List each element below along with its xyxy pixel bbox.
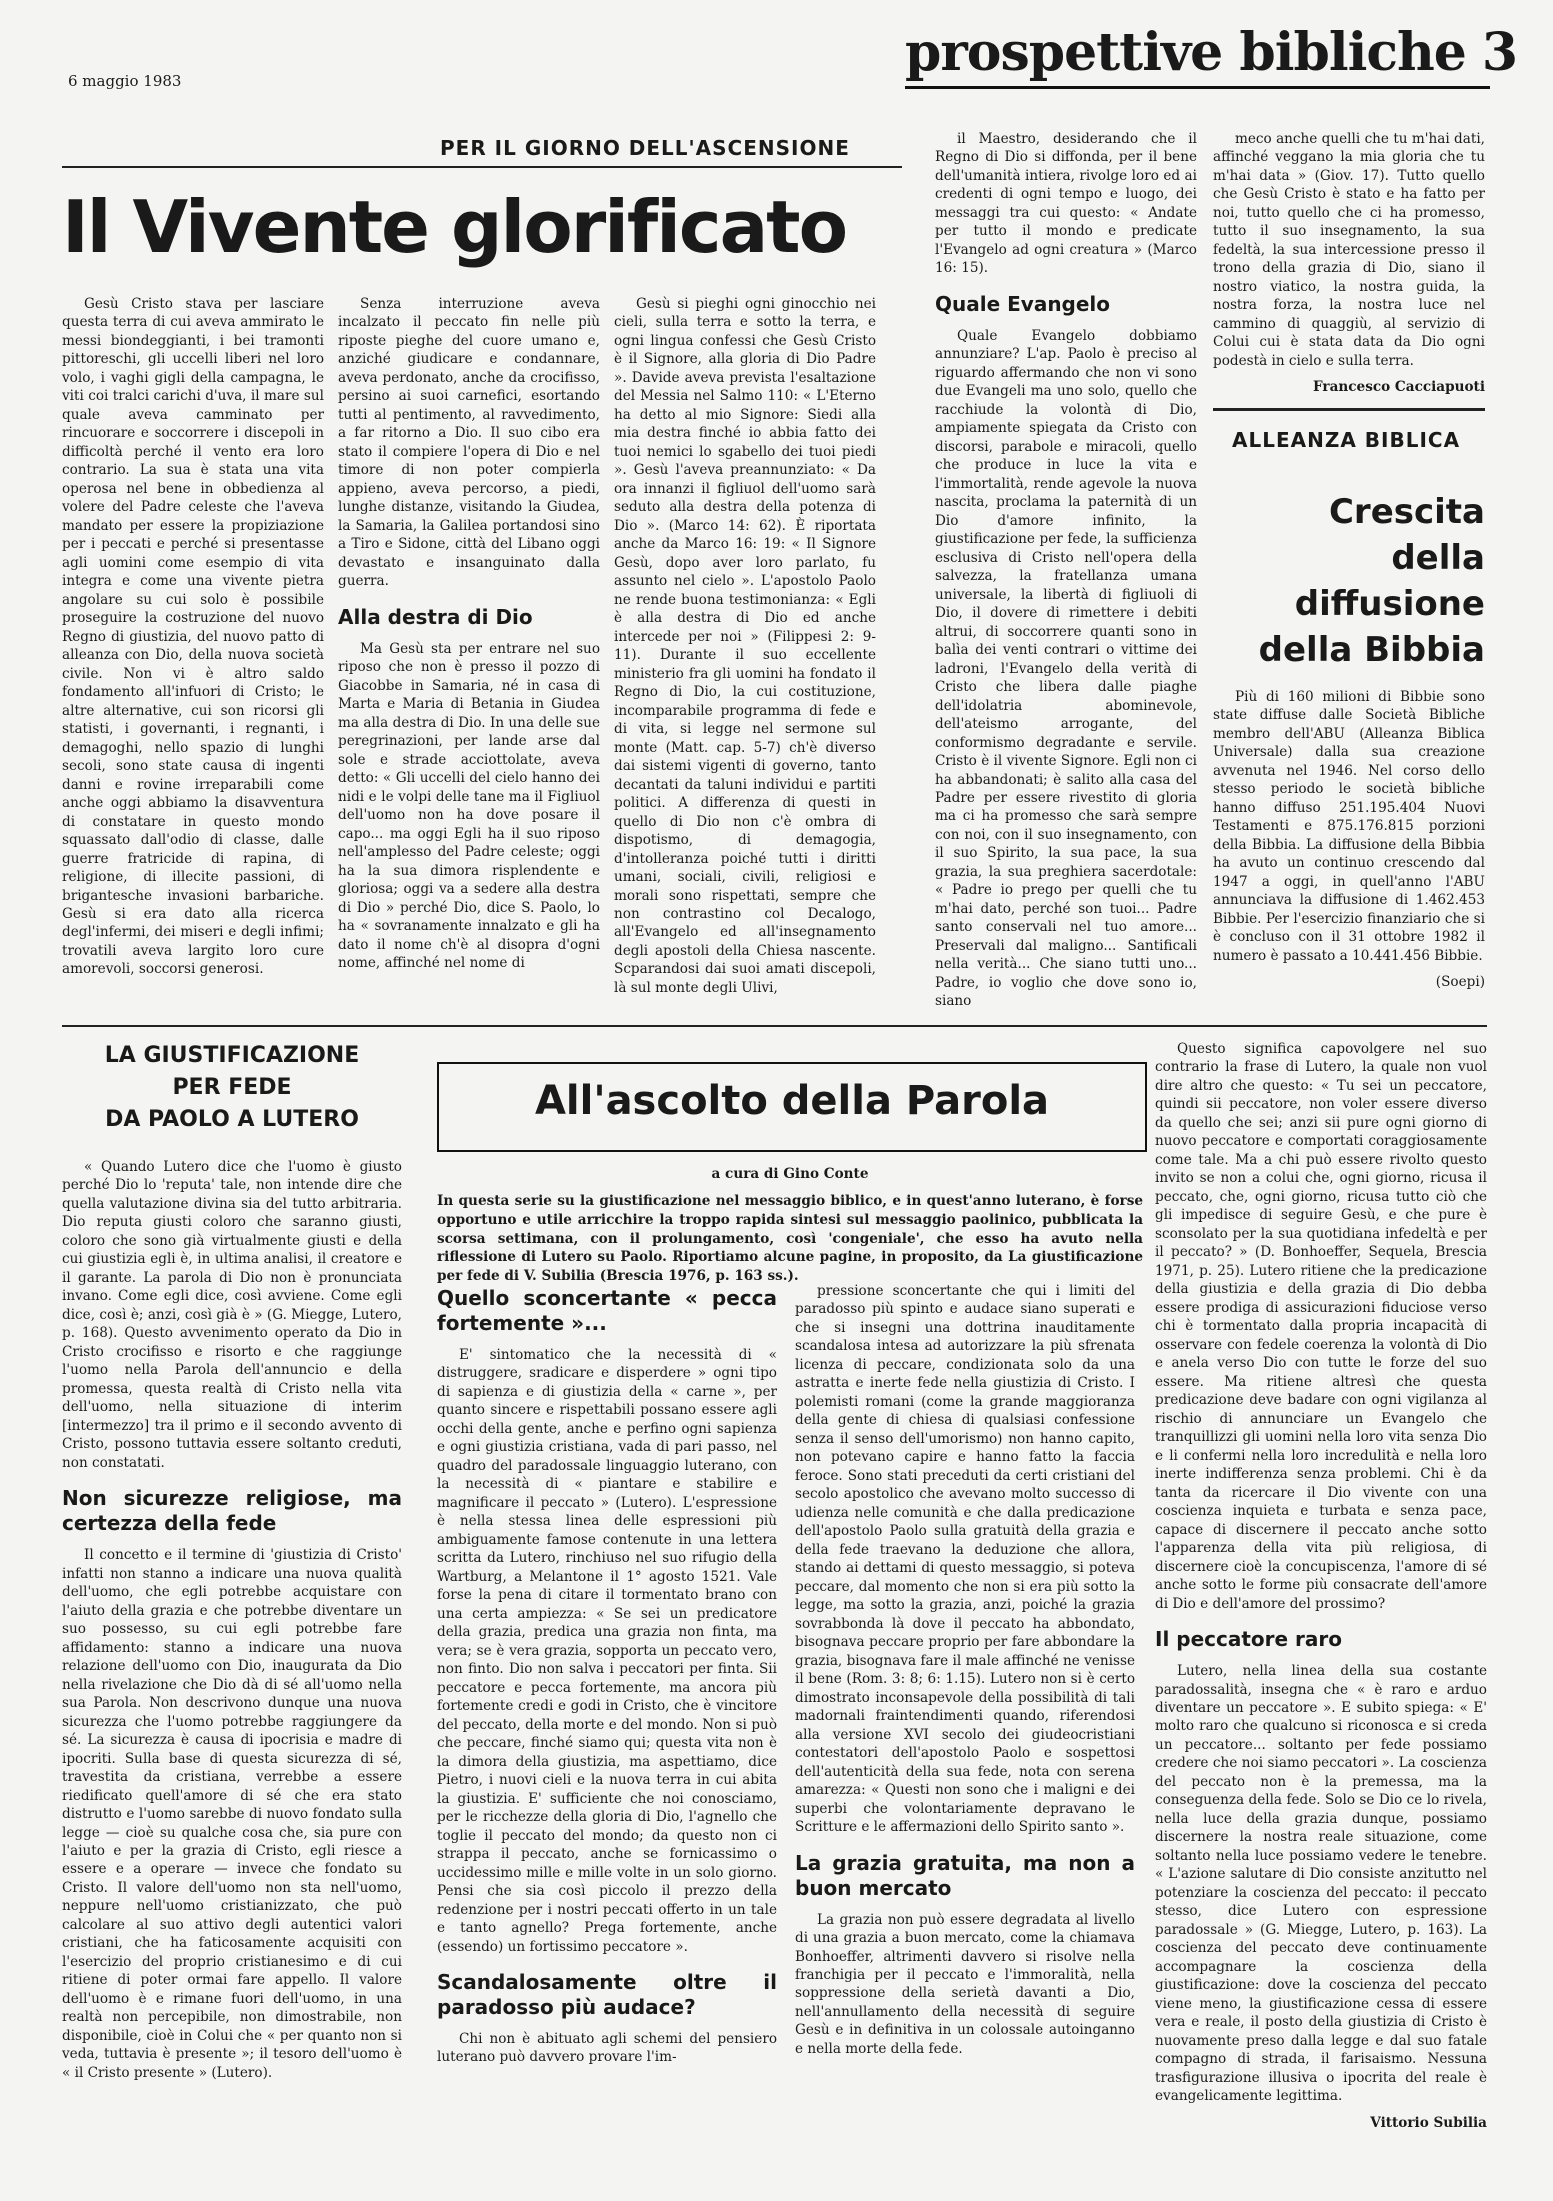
ascolto-title-box [437,1062,1147,1152]
article1-signature: Francesco Cacciapuoti [1313,379,1485,396]
ascolto-byline: a cura di Gino Conte [711,1166,869,1182]
article1-col2: Senza interruzione aveva incalzato il peccato fin nelle più riposte pieghe del cuore umano e, anziché giudicare e condannare, aveva perdonato, anche da crocifisso, persino ai suoi carnefici, esortando tutti al pentimento, al ravvedimento, a far ritorno a Dio. Il suo cibo era stato il compiere l'opera di Dio e nel timore di non poter compierla appieno, aveva percorso, a piedi, lunghe distanze, visitando la Giudea, la Samaria, la Galilea portandosi sino a Tiro e Sidone, città del Libano oggi devastato e insanguinato dalla guerra. Alla destra di Dio Ma Gesù sta per entrare nel suo riposo che non è presso il pozzo di Giacobbe in Samaria, né in casa di Marta e Maria di Betania in Giudea ma alla destra di Dio. In una delle sue peregrinazioni, per lande arse dal sole e strade acciottolate, aveva detto: « Gli uccelli del cielo hanno dei nidi e le volpi delle tane ma il Figliuol dell'uomo non ha dove posare il capo... ma oggi Egli ha il suo riposo nell'amplesso del Padre celeste; oggi ha la sua dimora risplendente e gloriosa; oggi va a sedere alla destra di Dio » perché Dio, dice S. Paolo, lo ha « sovranamente innalzato e gli ha dato il nome ch'è al disopra d'ogni nome, affinché nel nome di [338,296,600,971]
alleanza-title: Crescita della diffusione della Bibbia [1258,492,1485,670]
article1-kicker-rule [62,166,902,168]
ascolto-subhead-4: Il peccatore raro [1155,1627,1343,1652]
alleanza-rule [1213,408,1485,411]
ascolto-title: All'ascolto della Parola [534,1078,1050,1124]
alleanza-source: (Soepi) [1435,974,1485,991]
section-divider [62,1025,1487,1027]
ascolto-subhead-1: Quello sconcertante « pecca fortemente »... [437,1286,777,1335]
article1-subhead-1: Alla destra di Dio [338,604,533,629]
masthead-title: prospettive bibliche [905,22,1466,83]
ascolto-col2: pressione sconcertante che qui i limiti del paradosso più spinto e audace siano superati e che si insegni una dottrina inauditamente scandalosa intesa ad autorizzare la più sfrenata licenza di peccare, condizionata solo da una astratta e inerte fede nella giustizia di Cristo. I polemisti romani (come la grande maggioranza della gente di chiesa di qualsiasi confessione senza il senso dell'umorismo) non hanno capito, non potevano capire e hanno fatto la faccia feroce. Sono stati preceduti da certi cristiani del secolo apostolico che avevano molto successo di udienza nelle comunità e che dalla predicazione dell'apostolo Paolo sulla gratuità della grazia e della fede traevano la deduzione che allora, stando ai dettami di questo messaggio, si poteva peccare, dal momento che non si era più sotto la legge, ma sotto la grazia, anzi, poiché la grazia sovrabbonda là dove il peccato ha abbondato, bisognava peccare proprio per fare abbondare la grazia, bisognava fare il male affinché ne venisse il bene (Rom. 3: 8; 6: 1.15). Lutero non si è certo dimostrato inconsapevole della possibilità di tali madornali fraintendimenti quando, riferendosi alla versione XVI secolo dei giudeocristiani contestatori dell'apostolo Paolo e sospettosi dell'autenticità della sua fede, nota con serena amarezza: « Questi non sono che i maligni e dei superbi che volontariamente depravano le Scritture e le affermazioni dello Spirito santo ». La grazia gratuita, ma non a buon mercato La grazia non può essere degradata al livello di una grazia a buon mercato, come la chiamava Bonhoeffer, altrimenti davvero si risolve nella franchigia per il peccato e l'immoralità, nella soppressione della serietà davanti a Dio, nell'annullamento della necessità di seguire Gesù e in definitiva in un colossale autoinganno e nella morte della fede. [795,1283,1135,2057]
issue-date: 6 maggio 1983 [68,72,182,90]
masthead-rule [905,86,1490,89]
ascolto-signature: Vittorio Subilia [1370,2114,1487,2131]
article1-col3: Gesù si pieghi ogni ginocchio nei cieli, sulla terra e sotto la terra, e ogni lingua confessi che Gesù Cristo è il Signore, alla gloria di Dio Padre ». Davide aveva prevista l'esaltazione del Messia nel Salmo 110: « L'Eterno ha detto al mio Signore: Siedi alla mia destra finché io abbia fatto dei tuoi nemici lo sgabello dei tuoi piedi ». Gesù l'aveva preannunziato: « Da ora innanzi il figliuol dell'uomo sarà seduto alla destra della potenza di Dio ». (Marco 14: 62). È riportata anche da Marco 16: 19: « Il Signore Gesù, dopo aver loro parlato, fu assunto nel cielo ». L'apostolo Paolo ne rende buona testimonianza: « Egli è alla destra di Dio ed anche intercede per noi » (Filippesi 2: 9-11). Durante il suo eccellente ministerio fra gli uomini ha fondato il Regno di Dio, la cui costituzione, incomparabile programma di fede e di vita, si legge nel sermone sul monte (Matt. cap. 5-7) ch'è diverso dai sistemi vigenti di governo, tanto decantati da taluni individui e partiti politici. A differenza di questi in quello di Dio non c'è ombra di dispotismo, di demagogia, d'intolleranza poiché tutti i diritti umani, sociali, civili, religiosi e morali sono rispettati, sempre che non contrastino col Decalogo, all'Evangelo ed all'insegnamento degli apostoli della Chiesa nascente. Scparandosi dai suoi amati discepoli, là sul monte degli Ulivi, [614,296,876,996]
alleanza-text: Più di 160 milioni di Bibbie sono state diffuse dalle Società Bibliche membro dell'ABU (Alleanza Biblica Universale) dalla sua creazione avvenuta nel 1946. Nel corso dello stesso periodo le società bibliche hanno diffuso 251.195.404 Nuovi Testamenti e 875.176.815 porzioni della Bibbia. La diffusione della Bibbia ha avuto un continuo crescendo dal 1947 a oggi, in quell'anno l'ABU annunciava la diffusione di 1.462.453 Bibbie. Per l'esercizio finanziario che si è concluso con il 31 ottobre 1982 il numero è passato a 10.441.456 Bibbie. (Soepi) [1213,689,1485,991]
article1-title: Il Vivente glorificato [62,185,847,269]
ascolto-intro: In questa serie su la giustificazione nel messaggio biblico, e in quest'anno luterano, è forse opportuno e utile arricchire la troppo rapida sintesi sul messaggio paolinico, pubblicata la scorsa settimana, con il prolungamento, così 'congeniale', che esso ha avuto nella riflessione di Lutero su Paolo. Riportiamo alcune pagine, in proposito, da La giustificazione per fede di V. Subilia (Brescia 1976, p. 163 ss.). [437,1193,1143,1284]
masthead [905,22,1517,83]
giustificazione-col: « Quando Lutero dice che l'uomo è giusto perché Dio lo 'reputa' tale, non intende dire che quella valutazione divina sia del tutto arbitraria. Dio reputa giusti coloro che saranno giusti, coloro che sono già virtualmente giusti e della cui giustizia egli è, in ultima analisi, il creatore e il garante. La parola di Dio non è pronunciata invano. Come egli dice, così avviene. Come egli dice, così è; anzi, così già è » (G. Miegge, Lutero, p. 168). Questo avvenimento operato da Dio in Cristo crocifisso e risorto e che raggiunge l'uomo nella Parola dell'annuncio e della promessa, questa realtà di Cristo nella vita dell'uomo, nella situazione di interim [intermezzo] tra il primo e il secondo avvento di Cristo, possono tuttavia essere soltanto creduti, non constatati. Non sicurezze religiose, ma certezza della fede Il concetto e il termine di 'giustizia di Cristo' infatti non stanno a indicare una nuova qualità dell'uomo, che egli potrebbe acquistare con l'aiuto della grazia e che potrebbe diventare un suo possesso, su cui egli potrebbe fare affidamento: stanno a indicare una nuova relazione dell'uomo con Dio, inaugurata da Dio nella rivelazione che Dio dà di sé all'uomo nella sua Parola. Non descrivono dunque una nuova sicurezza che l'uomo potrebbe raggiungere da sé. La sicurezza è causa di ipocrisia e madre di ipocriti. Sulla base di questa sicurezza di sé, travestita da cristiana, verrebbe a essere riedificato quell'amore di sé che era stato distrutto e l'uomo sarebbe di nuovo fondato sulla legge — cioè su qualche cosa che, sia pure con l'aiuto e per la grazia di Cristo, egli riesce a essere e a operare — invece che fondato su Cristo. Il valore dell'uomo non sta nell'uomo, neppure nell'uomo cristianizzato, che può calcolare al suo attivo degli autentici valori cristiani, che ha faticosamente acquisiti con l'esercizio del proprio cristianesimo e di cui ritiene di poter ormai fare appello. Il valore dell'uomo è e rimane fuori dell'uomo, in una realtà non percepibile, non dimostrabile, non disponibile, cioè in Colui che « per quanto non si veda, tuttavia è presente »; il tesoro dell'uomo è « il Cristo presente » (Lutero). [62,1159,402,2081]
article1-col5: meco anche quelli che tu m'hai dati, affinché veggano la mia gloria che tu m'hai data » (Giov. 17). Tutto quello che Gesù Cristo è stato e ha fatto per noi, tutto quello che ci ha promesso, tutto il suo insegnamento, la sua fedeltà, la sua intercessione presso il trono della grazia di Dio, siano il nostro viatico, la nostra guida, la nostra forza, la nostra luce nel cammino di quaggiù, al servizio di Colui cui è stata data da Dio ogni podestà in cielo e sulla terra. Francesco Cacciapuoti [1213,131,1485,396]
ascolto-subhead-2: Scandalosamente oltre il paradosso più audace? [437,1969,777,2019]
article1-col4: il Maestro, desiderando che il Regno di Dio si diffonda, per il bene dell'umanità intiera, rivolge loro ed ai credenti di ogni tempo e luogo, dei messaggi tra cui questo: « Andate per tutto il mondo e predicate l'Evangelo ad ogni creatura » (Marco 16: 15). Quale Evangelo Quale Evangelo dobbiamo annunziare? L'ap. Paolo è preciso al riguardo affermando che non vi sono due Evangeli ma uno solo, quello che racchiude la volontà di Dio, ampiamente spiegata da Cristo con discorsi, parabole e miracoli, quello che produce in luce la vita e l'immortalità, rende agevole la nuova nascita, proclama la paternità di un Dio d'amore infinito, la giustificazione per fede, la sufficienza esclusiva di Cristo nell'opera della salvezza, la fratellanza umana universale, la libertà di figliuoli di Dio, il dovere di rimettere i debiti altrui, di soccorrere quanti sono in balìa dei venti contrari o vittime dei ladroni, l'Evangelo della verità di Cristo che libera dalle piaghe dell'idolatria abominevole, dell'ateismo arrogante, del conformismo degradante e servile. Cristo è il vivente Signore. Egli non ci ha abbandonati; è salito alla casa del Padre per essere rivestito di gloria ma ci ha promesso che sarà sempre con noi, con il suo insegnamento, con il suo Spirito, la sua pace, la sua grazia, la sua preghiera sacerdotale: « Padre io prego per quelli che tu m'hai dato, perché son tuoi... Padre santo conservali nel tuo amore... Preservali dal maligno... Santificali nella verità... Che siano tutti uno... Padre, io voglio che dove sono io, siano [935,131,1198,1010]
ascolto-col3: Questo significa capovolgere nel suo contrario la frase di Lutero, la quale non vuol dire altro che questo: « Tu sei un peccatore, quindi sii peccatore, non voler essere diverso da quello che sei; anzi sii pure ogni giorno di nuovo peccatore e comportati coraggiosamente come tale. Ma a chi può essere rivolto questo invito se non a colui che, ogni giorno, ricusa il peccato, che, ogni giorno, ricusa tutto ciò che gli impedisce di seguire Gesù, e che pure è sconsolato per la sua quotidiana infedeltà e per il peccato? » (D. Bonhoeffer, Sequela, Brescia 1971, p. 25). Lutero ritiene che la predicazione della giustizia e della grazia di Dio debba essere prodiga di assicurazioni fiduciose verso chi è tormentato dalla propria incapacità di osservare con fedele coerenza la volontà di Dio e anela verso Dio con tutte le forze del suo essere. Ma ritiene altresì che questa predicazione deve badare con ogni vigilanza al rischio di annunciare un Evangelo che tranquillizzi gli uomini nella loro vita senza Dio e li confermi nella loro incredulità e nella loro inerte indifferenza senza problemi. Chi è da tanta da ricercare il Dio vivente con una coscienza inquieta e turbata e senza pace, capace di discernere il peccato anche sotto l'apparenza della vita più religiosa, di discernere cioè la concupiscenza, l'amore di sé anche sotto le forme più consacrate dell'amore di Dio e dell'amore del prossimo? Il peccatore raro Lutero, nella linea della sua costante paradossalità, insegna che « è raro e arduo diventare un peccatore ». E subito spiega: « E' molto raro che qualcuno si riconosca e si creda un peccatore... soltanto per fede possiamo credere che noi siamo peccatori ». La coscienza del peccato non è la premessa, ma la conseguenza della fede. Solo se Dio ce lo rivela, nella luce della grazia dunque, possiamo discernere la nostra reale situazione, come soltanto nella luce possiamo vedere le tenebre. « L'azione salutare di Dio consiste anzitutto nel potenziare la coscienza del peccato: il peccato stesso, dice Lutero con espressione paradossale » (G. Miegge, Lutero, p. 163). La coscienza del peccato deve continuamente accompagnare la coscienza della giustificazione: dove la coscienza del peccato viene meno, la giustificazione cessa di essere vera e reale, il posto della giustizia di Cristo è nuovamente preso dalla legge e dal suo fatale compagno di strada, il farisaismo. Nessuna trasfigurazione illusiva o ipocrita del reale è evangelicamente legittima. Vittorio Subilia [1155,1041,1487,2131]
alleanza-kicker: ALLEANZA BIBLICA [1232,428,1461,452]
ascolto-subhead-3: La grazia gratuita, ma non a buon mercato [795,1850,1135,1900]
article1-kicker: PER IL GIORNO DELL'ASCENSIONE [440,136,850,160]
ascolto-col1: Quello sconcertante « pecca fortemente »... E' sintomatico che la necessità di « distruggere, sradicare e disperdere » ogni tipo di sapienza e di giustizia della « carne », per quanto sincere e rispettabili possano essere agli occhi della gente, anche e perfino ogni sapienza e ogni giustizia cristiana, vada di pari passo, nel quadro del paradossale linguaggio luterano, con la necessità di « piantare e stabilire e magnificare il peccato » (Lutero). L'espressione è nella stessa linea delle espressioni più ambiguamente famose contenute in una lettera scritta da Lutero, rinchiuso nel suo rifugio della Wartburg, a Melantone il 1° agosto 1521. Vale forse la pena di citare il tormentato brano con una certa ampiezza: « Se sei un predicatore della grazia, predica una grazia non finta, ma vera; se è vera grazia, sopporta un peccato vero, non finto. Dio non salva i peccatori per finta. Sii peccatore e pecca fortemente, ma ancora più fortemente credi e godi in Cristo, che è vincitore del peccato, della morte e del mondo. Non si può che peccare, finché siamo qui; questa vita non è la dimora della giustizia, ma aspettiamo, dice Pietro, i nuovi cieli e la nuova terra in cui abita la giustizia. E' sufficiente che noi conosciamo, per le ricchezze della gloria di Dio, l'agnello che toglie il peccato del mondo; da questo non ci strappa il peccato, anche se fornicassimo o uccidessimo mille e mille volte in un solo giorno. Pensi che sia così piccolo il prezzo della redenzione per i nostri peccati offerto in un tale e tanto agnello? Prega fortemente, anche (essendo) un fortissimo peccatore ». Scandalosamente oltre il paradosso più audace? Chi non è abituato agli schemi del pensiero luterano può davvero provare l'im- [437,1286,777,2066]
page-number: 3 [1481,22,1518,83]
giustificazione-kicker: LA GIUSTIFICAZIONE PER FEDE DA PAOLO A LUTERO [104,1043,360,1132]
article1-col1: Gesù Cristo stava per lasciare questa terra di cui aveva ammirato le messi biondeggianti, i bei tramonti pittoreschi, gli uccelli liberi nel loro volo, i vaghi gigli della campagna, le viti coi tralci carichi d'uva, il mare sul quale aveva camminato per rincuorare e soccorrere i discepoli in difficoltà perché il vento era loro contrario. La sua è stata una vita operosa nel bene in obbedienza al volere del Padre celeste che l'aveva mandato per essere la propiziazione per i peccati e perché si presentasse agli uomini come esempio di vita integra e come una vivente pietra angolare su cui solo è possibile proseguire la costruzione del nuovo Regno di giustizia, del nuovo patto di alleanza con Dio, della nuova società civile. Non vi è altro saldo fondamento all'infuori di Cristo; le altre alternative, cui son ricorsi gli statisti, i governanti, i regnanti, i demagoghi, nello spazio di lunghi secoli, sono state causa di ingenti danni e rovine irreparabili come anche oggi abbiamo la disavventura di constatare in questo mondo squassato dall'odio di classe, dalle guerre fratricide di rapina, di religione, di illecite passioni, di brigantesche invasioni barbariche. Gesù si era dato alla ricerca degl'infermi, dei miseri e degli infimi; trovatili aveva largito loro cure amorevoli, soccorsi generosi. [62,296,324,978]
giustificazione-subhead: Non sicurezze religiose, ma certezza della fede [62,1486,402,1536]
article1-subhead-2: Quale Evangelo [935,291,1111,316]
